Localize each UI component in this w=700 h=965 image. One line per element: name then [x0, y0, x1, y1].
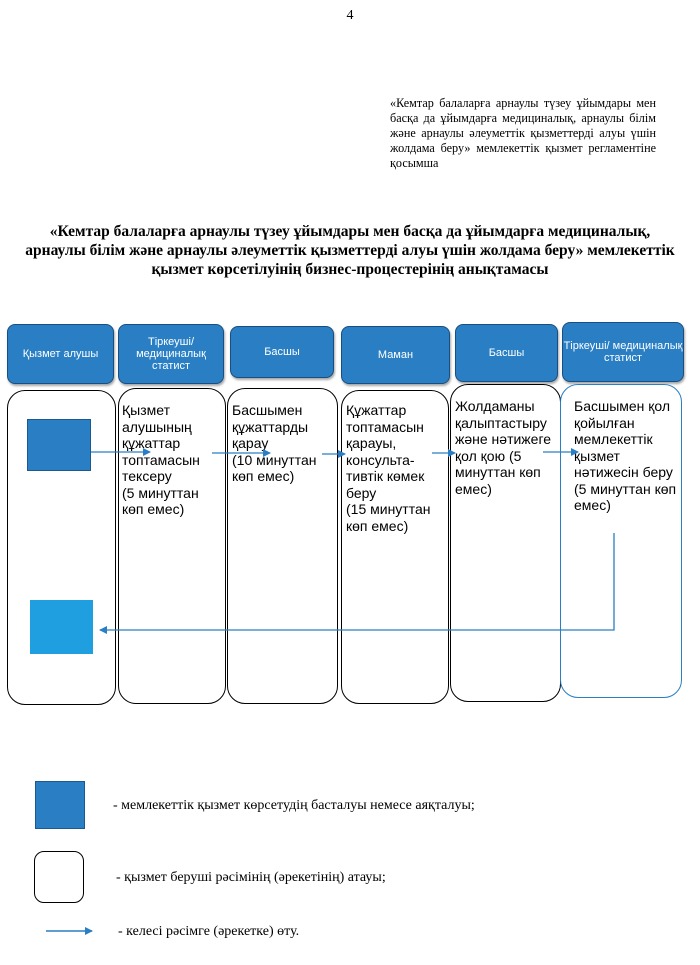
annex-note: «Кемтар балаларға арнаулы түзеу ұйымдары мен басқа да ұйымдарға медициналық, арнаулы білім және арнаулы әлеуметтік қызметтерді алуы үшін жолдама беру» мемлекеттік қызмет регламентіне қосымша — [390, 96, 656, 170]
legend-text-procedure: - қызмет беруші рәсімінің (әрекетінің) атауы; — [116, 870, 386, 885]
legend-rounded-box-icon — [34, 851, 84, 903]
legend-square-icon — [35, 781, 85, 829]
document-title: «Кемтар балаларға арнаулы түзеу ұйымдары мен басқа да ұйымдарға медициналық, арнаулы білім және арнаулы әлеуметтік қызметтерді алуы үшін жолдама беру» мемлекеттік қызмет көрсетілуінің бизнес-процестерінің анықтамасы — [25, 223, 675, 278]
lane-header-head: Басшы — [230, 326, 334, 378]
step-specialist-review: Құжаттар топтамасын қарауы, консульта-тивтік көмек беру (15 минуттан көп емес) — [346, 402, 431, 534]
page-number: 4 — [346, 8, 354, 23]
step-issue-result: Басшымен қол қойылған мемлекеттік қызмет нәтижесін беру (5 минуттан көп емес) — [574, 398, 677, 513]
step-head-review: Басшымен құжаттарды қарау (10 минуттан көп емес) — [232, 402, 317, 484]
legend-text-transition: - келесі рәсімге (әрекетке) өту. — [118, 924, 300, 939]
arrow-return-to-end — [100, 533, 614, 630]
lane-header-service-recipient: Қызмет алушы — [7, 324, 114, 384]
lane-header-registrar: Тіркеуші/ медициналық статист — [118, 324, 224, 384]
lane-header-head-2: Басшы — [455, 324, 558, 382]
step-check-documents: Қызмет алушының құжаттар топтамасын тексеру (5 минуттан көп емес) — [122, 402, 200, 517]
lane-header-specialist: Маман — [341, 326, 450, 384]
legend-text-start-end: - мемлекеттік қызмет көрсетудің басталуы немесе аяқталуы; — [113, 798, 475, 813]
step-form-referral: Жолдаманы қалыптастыру және нәтижеге қол қою (5 минуттан көп емес) — [455, 398, 552, 497]
lane-header-registrar-2: Тіркеуші/ медициналық статист — [562, 322, 684, 382]
